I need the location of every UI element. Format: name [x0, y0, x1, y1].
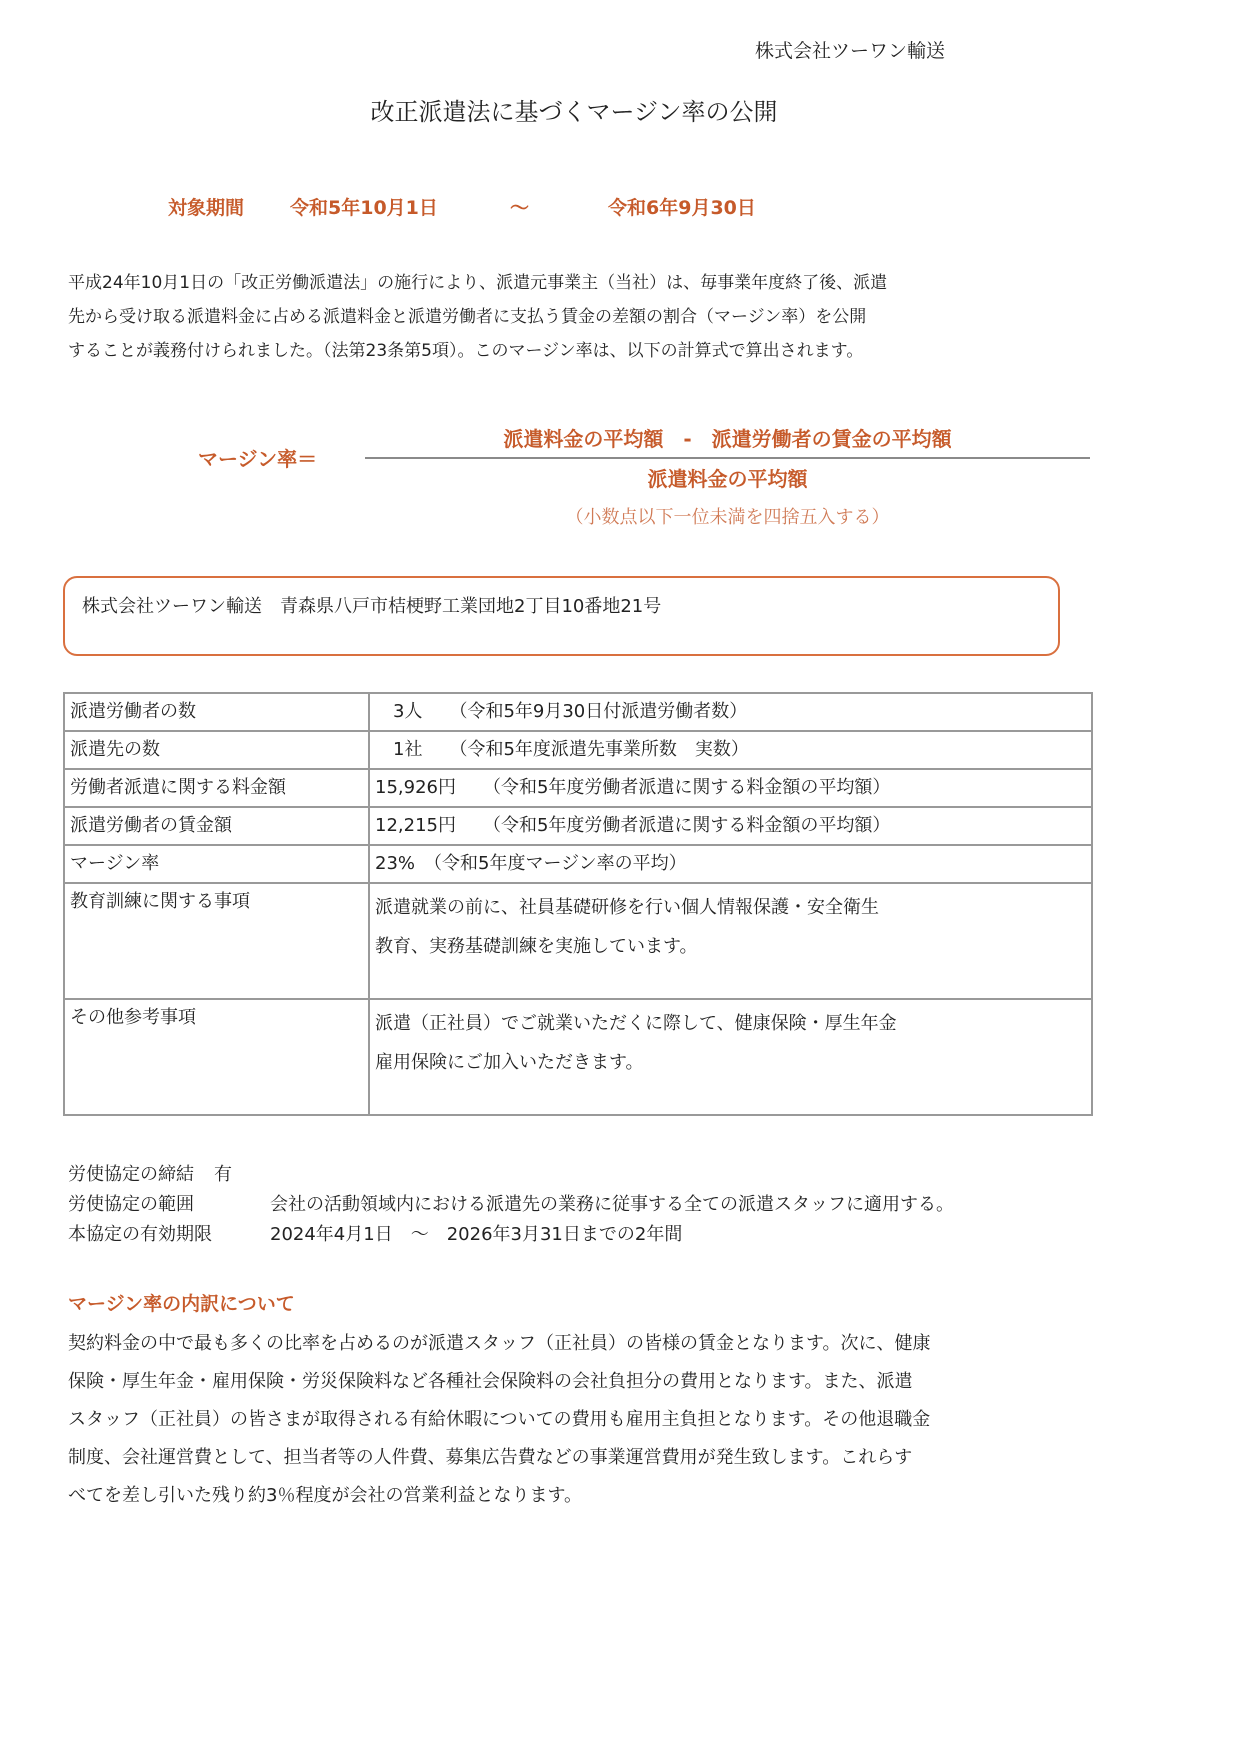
- row-value: [369, 807, 1092, 845]
- breakdown-heading: マージン率の内訳について: [68, 1293, 295, 1315]
- breakdown-line: べてを差し引いた残り約3％程度が会社の営業利益となります。: [68, 1485, 583, 1506]
- row-value: [369, 693, 1092, 731]
- breakdown-text: [68, 1325, 1168, 1515]
- row-value-text: 15,926円 （令和5年度労働者派遣に関する料金額の平均額）: [375, 777, 891, 798]
- period-end: 令和6年9月30日: [608, 197, 756, 219]
- table-row: [64, 693, 1092, 731]
- formula-note: （小数点以下一位未満を四捨五入する）: [565, 507, 890, 528]
- formula-label: マージン率＝: [198, 447, 318, 471]
- agreement-validity: [68, 1220, 954, 1250]
- row-value-text: 12,215円 （令和5年度労働者派遣に関する料金額の平均額）: [375, 815, 891, 836]
- agreement-validity-label: 本協定の有効期限: [68, 1224, 212, 1245]
- row-value-line: 派遣（正社員）でご就業いただくに際して、健康保険・厚生年金: [375, 1013, 897, 1034]
- agreement-conclusion-value: 有: [214, 1164, 232, 1185]
- fraction-line: [365, 457, 1090, 459]
- row-value-line: 教育、実務基礎訓練を実施しています。: [375, 936, 698, 957]
- formula-numerator: 派遣料金の平均額 ‐ 派遣労働者の賃金の平均額: [503, 427, 952, 451]
- table-row: [64, 845, 1092, 883]
- agreement-conclusion: [68, 1160, 954, 1190]
- formula-denominator: 派遣料金の平均額: [647, 467, 808, 491]
- breakdown-line: スタッフ（正社員）の皆さまが取得される有給休暇についての費用も雇用主負担となります。その他退職金: [68, 1409, 931, 1430]
- row-value-text: 1社 （令和5年度派遣先事業所数 実数）: [375, 739, 749, 760]
- company-address: 株式会社ツーワン輸送 青森県八戸市桔梗野工業団地2丁目10番地21号: [82, 596, 662, 617]
- table-row: [64, 731, 1092, 769]
- row-value-text: 3人 （令和5年9月30日付派遣労働者数）: [375, 701, 748, 722]
- row-label: 派遣先の数: [64, 731, 369, 769]
- breakdown-line: 契約料金の中で最も多くの比率を占めるのが派遣スタッフ（正社員）の皆様の賃金となります。次に、健康: [68, 1333, 931, 1354]
- breakdown-line: 保険・厚生年金・雇用保険・労災保険料など各種社会保険料の会社負担分の費用となります。また、派遣: [68, 1371, 913, 1392]
- row-value: [369, 731, 1092, 769]
- table-row: [64, 807, 1092, 845]
- table-row-other: [64, 999, 1092, 1115]
- intro-text: [68, 266, 1068, 368]
- agreement-validity-value: 2024年4月1日 ～ 2026年3月31日までの2年間: [270, 1224, 683, 1245]
- row-value: [369, 883, 1092, 999]
- row-value-line: 派遣就業の前に、社員基礎研修を行い個人情報保護・安全衛生: [375, 897, 879, 918]
- row-label: その他参考事項: [64, 999, 369, 1115]
- period-separator: ～: [510, 197, 530, 219]
- table-row: [64, 769, 1092, 807]
- agreement-scope: [68, 1190, 954, 1220]
- agreement-section: [68, 1160, 954, 1250]
- row-value: [369, 845, 1092, 883]
- page-title: 改正派遣法に基づくマージン率の公開: [370, 98, 778, 126]
- period-start: 令和5年10月1日: [290, 197, 438, 219]
- row-value-line: 雇用保険にご加入いただきます。: [375, 1052, 644, 1073]
- row-value-text: 23% （令和5年度マージン率の平均）: [375, 853, 687, 874]
- intro-line: することが義務付けられました。（法第23条第5項）。このマージン率は、以下の計算式で算出されます。: [68, 341, 864, 361]
- agreement-scope-value: 会社の活動領域内における派遣先の業務に従事する全ての派遣スタッフに適用する。: [270, 1194, 954, 1215]
- company-name: 株式会社ツーワン輸送: [755, 40, 946, 62]
- breakdown-line: 制度、会社運営費として、担当者等の人件費、募集広告費などの事業運営費用が発生致します。これらす: [68, 1447, 913, 1468]
- agreement-conclusion-label: 労使協定の締結: [68, 1164, 194, 1185]
- agreement-scope-label: 労使協定の範囲: [68, 1194, 194, 1215]
- table-row-training: [64, 883, 1092, 999]
- period-label: 対象期間: [168, 197, 245, 219]
- intro-line: 先から受け取る派遣料金に占める派遣料金と派遣労働者に支払う賃金の差額の割合（マージン率）を公開: [68, 307, 867, 327]
- row-value: [369, 999, 1092, 1115]
- row-value: [369, 769, 1092, 807]
- row-label: マージン率: [64, 845, 369, 883]
- row-label: 派遣労働者の数: [64, 693, 369, 731]
- intro-line: 平成24年10月1日の「改正労働派遣法」の施行により、派遣元事業主（当社）は、毎事業年度終了後、派遣: [68, 273, 888, 293]
- info-table: [63, 692, 1093, 1116]
- row-label: 教育訓練に関する事項: [64, 883, 369, 999]
- row-label: 労働者派遣に関する料金額: [64, 769, 369, 807]
- row-label: 派遣労働者の賃金額: [64, 807, 369, 845]
